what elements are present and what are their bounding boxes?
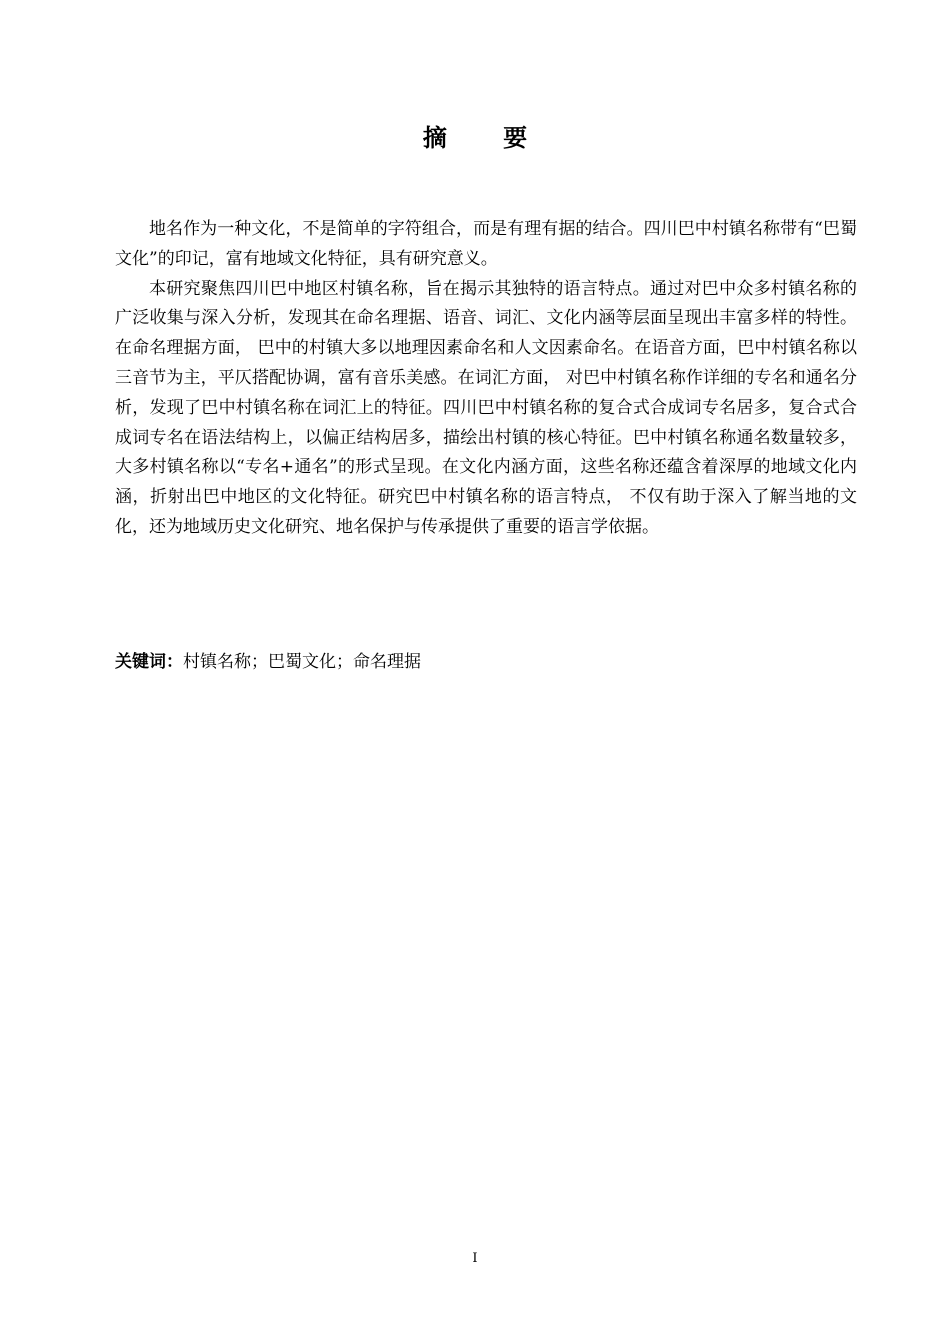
abstract-body — [115, 215, 857, 543]
abstract-paragraph-1: 地名作为一种文化，不是简单的字符组合，而是有理有据的结合。四川巴中村镇名称带有“巴蜀文化”的印记，富有地域文化特征，具有研究意义。 — [115, 219, 857, 269]
page-title: 摘 要 — [422, 124, 552, 152]
keywords-text: 村镇名称；巴蜀文化；命名理据 — [183, 652, 421, 672]
page-number: I — [472, 1251, 478, 1266]
keywords-line — [115, 648, 857, 676]
abstract-paragraph-2: 本研究聚焦四川巴中地区村镇名称，旨在揭示其独特的语言特点。通过对巴中众多村镇名称的广泛收集与深入分析，发现其在命名理据、语音、词汇、文化内涵等层面呈现出丰富多样的特性。在命名理据方面， 巴中的村镇大多以地理因素命名和人文因素命名。在语音方面，巴中村镇名称以三音节为主，平仄搭配协调，富有音乐美感。在词汇方面， 对巴中村镇名称作详细的专名和通名分析，发现了巴中村镇名称在词汇上的特征。四川巴中村镇名称的复合式合成词专名居多，复合式合成词专名在语法结构上，以偏正结构居多，描绘出村镇的核心特征。巴中村镇名称通名数量较多， 大多村镇名称以“专名+通名”的形式呈现。在文化内涵方面，这些名称还蕴含着深厚的地域文化内涵，折射出巴中地区的文化特征。研究巴中村镇名称的语言特点， 不仅有助于深入了解当地的文化，还为地域历史文化研究、地名保护与传承提供了重要的语言学依据。 — [115, 278, 857, 537]
keywords-label: 关键词： — [115, 652, 183, 672]
